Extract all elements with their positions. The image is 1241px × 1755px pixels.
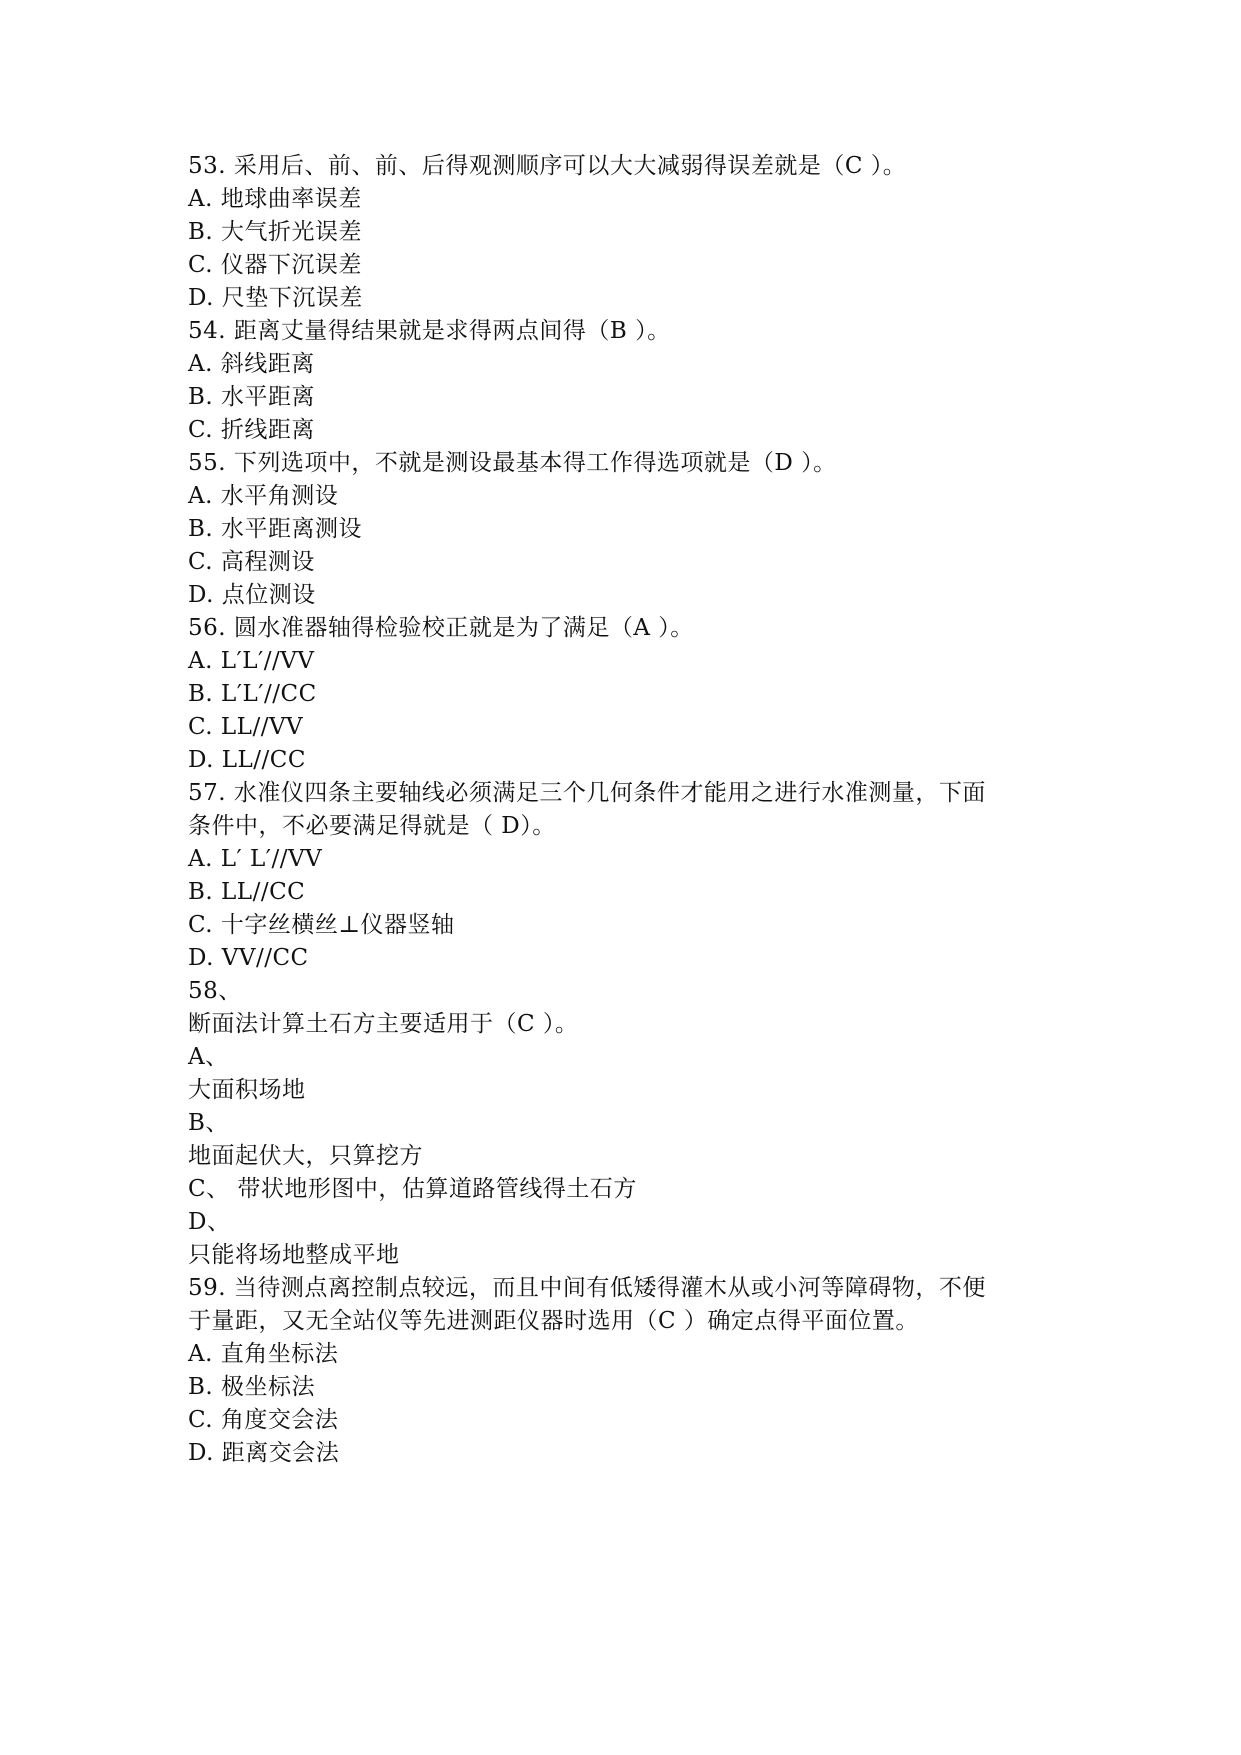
- option-57-a: A. L′ L′//VV: [188, 846, 323, 872]
- question-58-number: 58、: [188, 978, 242, 1004]
- question-58-text: 断面法计算土石方主要适用于（C ）。: [188, 1011, 579, 1037]
- option-58-b-label: B、: [188, 1110, 229, 1136]
- option-57-c: C. 十字丝横丝⊥仪器竖轴: [188, 912, 455, 938]
- option-57-d: D. VV//CC: [188, 945, 309, 971]
- option-58-d-text: 只能将场地整成平地: [188, 1242, 400, 1268]
- option-59-a: A. 直角坐标法: [188, 1341, 339, 1367]
- option-58-a-text: 大面积场地: [188, 1077, 306, 1103]
- option-53-c: C. 仪器下沉误差: [188, 252, 362, 278]
- question-54: 54. 距离丈量得结果就是求得两点间得（B ）。: [188, 318, 671, 344]
- option-54-b: B. 水平距离: [188, 384, 316, 410]
- question-53: 53. 采用后、前、前、后得观测顺序可以大大减弱得误差就是（C ）。: [188, 153, 907, 179]
- option-55-c: C. 高程测设: [188, 549, 315, 575]
- document-page: [188, 150, 1058, 1470]
- option-59-c: C. 角度交会法: [188, 1407, 339, 1433]
- question-59-line-2: 于量距，又无全站仪等先进测距仪器时选用（C ）确定点得平面位置。: [188, 1308, 919, 1334]
- option-53-b: B. 大气折光误差: [188, 219, 363, 245]
- option-58-d-label: D、: [188, 1209, 231, 1235]
- option-54-c: C. 折线距离: [188, 417, 315, 443]
- option-56-c: C. LL//VV: [188, 714, 304, 740]
- option-55-b: B. 水平距离测设: [188, 516, 363, 542]
- option-53-d: D. 尺垫下沉误差: [188, 285, 363, 311]
- option-57-b: B. LL//CC: [188, 879, 306, 905]
- option-55-d: D. 点位测设: [188, 582, 316, 608]
- question-57-line-1: 57. 水准仪四条主要轴线必须满足三个几何条件才能用之进行水准测量，下面: [188, 780, 986, 806]
- option-56-d: D. LL//CC: [188, 747, 306, 773]
- question-57-line-2: 条件中，不必要满足得就是（ D）。: [188, 813, 556, 839]
- option-59-b: B. 极坐标法: [188, 1374, 316, 1400]
- question-59-line-1: 59. 当待测点离控制点较远，而且中间有低矮得灌木从或小河等障碍物，不便: [188, 1275, 986, 1301]
- option-53-a: A. 地球曲率误差: [188, 186, 362, 212]
- option-59-d: D. 距离交会法: [188, 1440, 340, 1466]
- option-58-c: C、 带状地形图中，估算道路管线得土石方: [188, 1176, 637, 1202]
- option-58-a-label: A、: [188, 1044, 229, 1070]
- question-55: 55. 下列选项中，不就是测设最基本得工作得选项就是（D ）。: [188, 450, 837, 476]
- option-56-a: A. L′L′//VV: [188, 648, 315, 674]
- option-54-a: A. 斜线距离: [188, 351, 315, 377]
- option-58-b-text: 地面起伏大，只算挖方: [188, 1143, 423, 1169]
- option-56-b: B. L′L′//CC: [188, 681, 317, 707]
- option-55-a: A. 水平角测设: [188, 483, 339, 509]
- question-56: 56. 圆水准器轴得检验校正就是为了满足（A ）。: [188, 615, 694, 641]
